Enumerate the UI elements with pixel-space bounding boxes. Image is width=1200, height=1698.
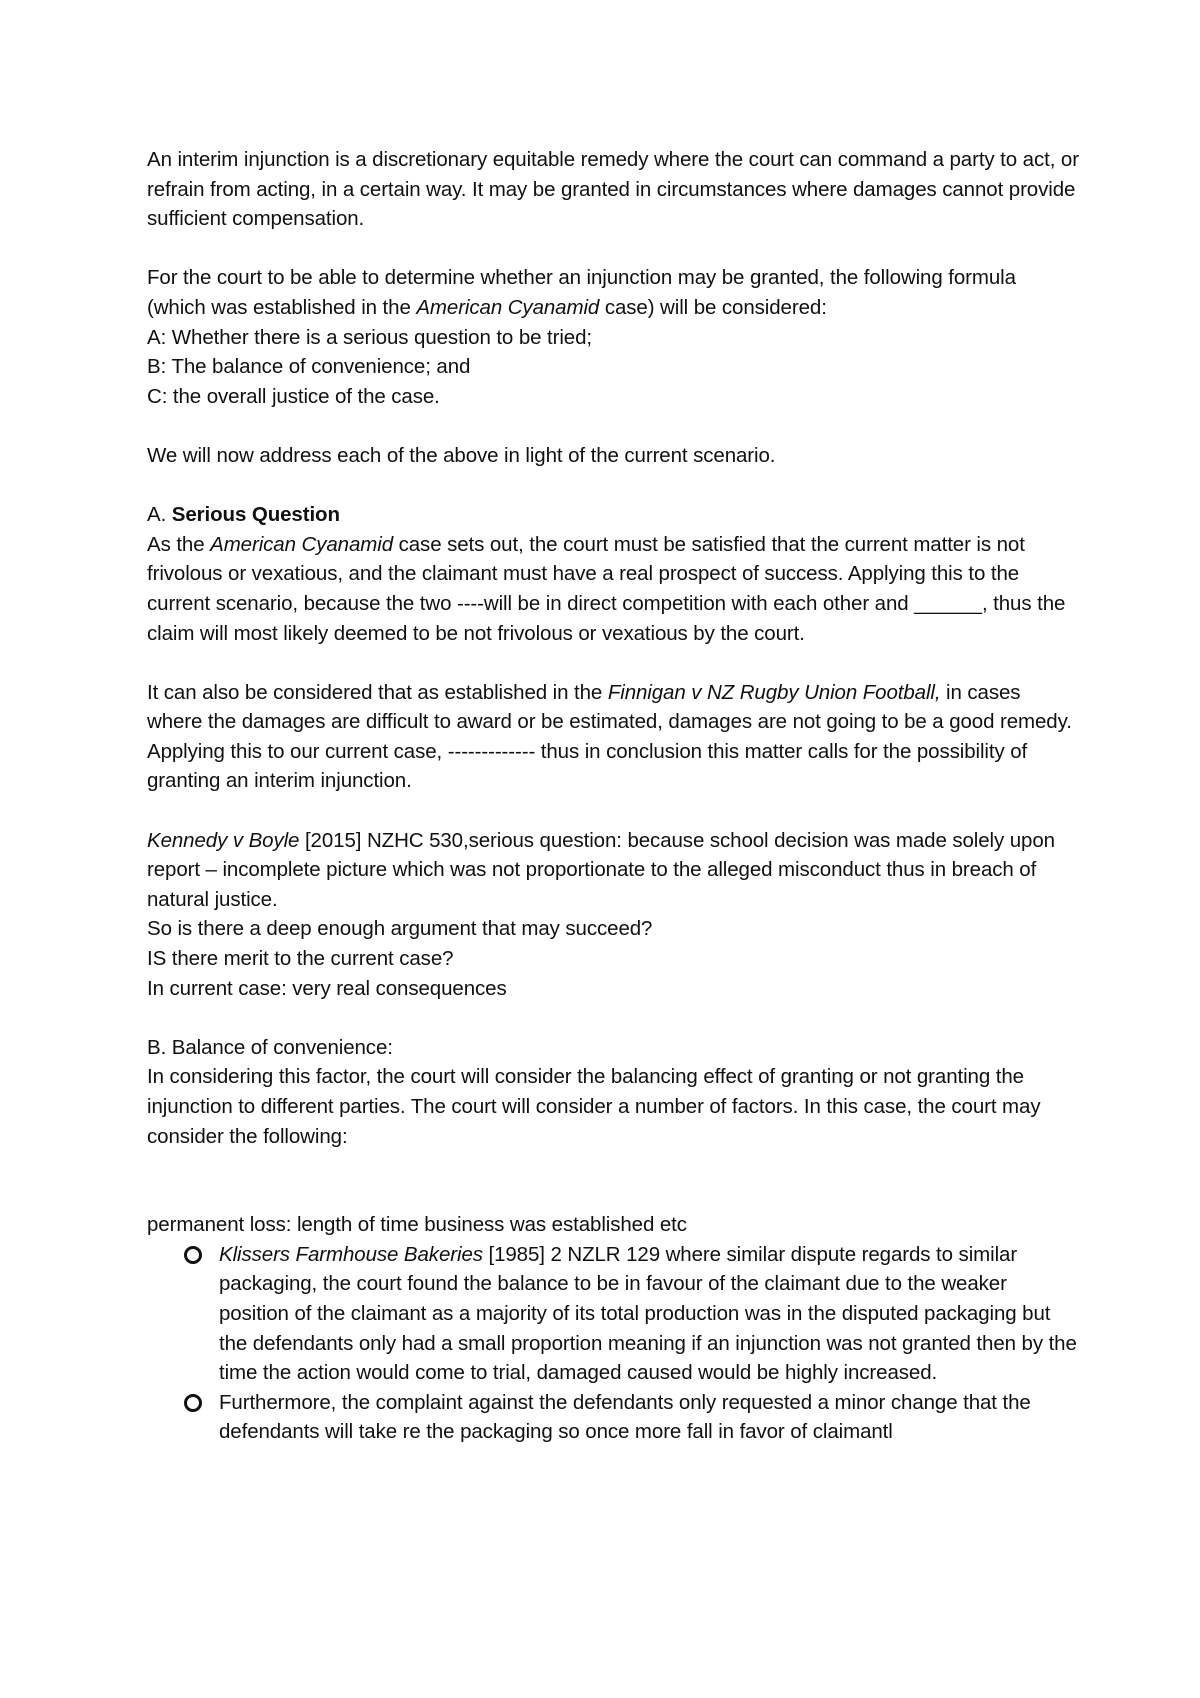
kennedy-note: [147, 826, 1080, 915]
section-a-heading: [147, 500, 1080, 530]
case-name-american-cyanamid-2: American Cyanamid: [210, 532, 393, 556]
spacer: [147, 411, 1080, 441]
section-a-p2-before: It can also be considered that as established in the: [147, 680, 608, 704]
spacer: [147, 648, 1080, 678]
case-name-kennedy: Kennedy v Boyle: [147, 828, 300, 852]
section-b-heading: B. Balance of convenience:: [147, 1035, 393, 1059]
bullet-text: [1985] 2 NZLR 129 where similar dispute regards to similar packaging, the court found the balance to be in favour of the claimant due to the weaker position of the claimant as a majority of its total production was in the disputed packaging but the defendants only had a small proportion meaning if an injunction was not granted then by the time the action would come to trial, damaged caused would be highly increased.: [219, 1242, 1077, 1385]
section-a-p2-after: in cases where the damages are difficult to award or be estimated, damages are not going to be a good remedy. Applying this to our current case, ------------- thus in conclusion this matter calls for the possibility of granting an interim injunction.: [147, 680, 1072, 793]
bullet-text: Furthermore, the complaint against the defendants only requested a minor change that the defendants will take re the packaging so once more fall in favor of claimantl: [219, 1390, 1031, 1444]
spacer: [147, 471, 1080, 501]
kennedy-note-text: [2015] NZHC 530,serious question: because school decision was made solely upon report – incomplete picture which was not proportionate to the alleged misconduct thus in breach of natural justice.: [147, 828, 1055, 911]
circle-bullet-icon: [184, 1246, 202, 1264]
section-a-prefix: A.: [147, 503, 172, 527]
formula-text-after: case) will be considered:: [599, 295, 827, 319]
spacer: [147, 1151, 1080, 1210]
spacer: [147, 796, 1080, 826]
spacer: [147, 234, 1080, 264]
permanent-loss-line: permanent loss: length of time business was established etc: [147, 1213, 687, 1237]
section-a-p1-after: case sets out, the court must be satisfied that the current matter is not frivolous or vexatious, and the claimant must have a real prospect of success. Applying this to the current scenario, because the two ----will be in direct competition with each other and ______, thus the claim will most likely deemed to be not frivolous or vexatious by the court.: [147, 532, 1066, 645]
section-a-paragraph-1: [147, 530, 1080, 648]
factor-bullet-list: [147, 1240, 1080, 1447]
case-name-american-cyanamid: American Cyanamid: [416, 295, 600, 319]
section-a-paragraph-2: [147, 678, 1080, 796]
note-line-consequences: In current case: very real consequences: [147, 976, 507, 1000]
case-name-finnigan: Finnigan v NZ Rugby Union Football,: [607, 680, 941, 704]
formula-text-before: For the court to be able to determine whether an injunction may be granted, the following formula (which was established in the: [147, 266, 1016, 319]
formula-item-c: C: the overall justice of the case.: [147, 384, 440, 408]
transition-paragraph: We will now address each of the above in light of the current scenario.: [147, 443, 776, 467]
formula-paragraph: [147, 263, 1080, 322]
section-b-paragraph: In considering this factor, the court will consider the balancing effect of granting or not granting the injunction to different parties. The court will consider a number of factors. In this case, the court may consider the following:: [147, 1065, 1041, 1148]
list-item: [219, 1240, 1080, 1388]
case-name-klissers: Klissers Farmhouse Bakeries: [219, 1242, 483, 1266]
formula-item-a: A: Whether there is a serious question to be tried;: [147, 325, 592, 349]
section-a-title: Serious Question: [171, 503, 340, 527]
spacer: [147, 1003, 1080, 1033]
intro-paragraph: An interim injunction is a discretionary equitable remedy where the court can command a party to act, or refrain from acting, in a certain way. It may be granted in circumstances where damages cannot provide sufficient compensation.: [147, 148, 1079, 231]
formula-item-b: B: The balance of convenience; and: [147, 355, 471, 379]
circle-bullet-icon: [184, 1394, 202, 1412]
note-line-merit: IS there merit to the current case?: [147, 947, 454, 971]
list-item: [219, 1388, 1080, 1447]
section-a-p1-before: As the: [147, 532, 211, 556]
note-line-argument: So is there a deep enough argument that may succeed?: [147, 917, 653, 941]
